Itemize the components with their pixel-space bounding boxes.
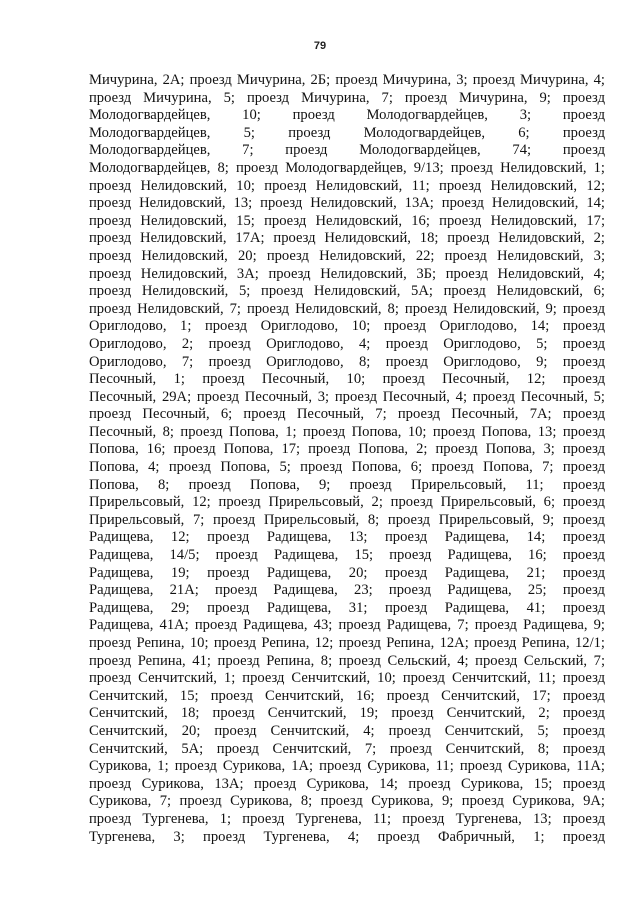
text-line: Тургенева, 3; проезд Тургенева, 4; проезд Фабричный, 1; проезд	[89, 828, 605, 845]
text-line: проезд Нелидовский, 15; проезд Нелидовский, 16; проезд Нелидовский, 17;	[89, 212, 605, 229]
text-line: проезд Тургенева, 1; проезд Тургенева, 11; проезд Тургенева, 13; проезд	[89, 810, 605, 827]
text-line: Сурикова, 7; проезд Сурикова, 8; проезд Сурикова, 9; проезд Сурикова, 9А;	[89, 793, 605, 810]
text-line: Мичурина, 2А; проезд Мичурина, 2Б; проезд Мичурина, 3; проезд Мичурина, 4;	[89, 72, 605, 88]
text-line: Радищева, 12; проезд Радищева, 13; проезд Радищева, 14; проезд	[89, 529, 605, 546]
text-line: проезд Нелидовский, 13; проезд Нелидовский, 13А; проезд Нелидовский, 14;	[89, 195, 605, 212]
text-line: Попова, 4; проезд Попова, 5; проезд Попова, 6; проезд Попова, 7; проезд	[89, 459, 605, 476]
text-line: Ориглодово, 7; проезд Ориглодово, 8; проезд Ориглодово, 9; проезд	[89, 353, 605, 370]
text-line: проезд Нелидовский, 17А; проезд Нелидовский, 18; проезд Нелидовский, 2;	[89, 230, 605, 247]
text-line: Радищева, 19; проезд Радищева, 20; проезд Радищева, 21; проезд	[89, 564, 605, 581]
text-line: проезд Нелидовский, 10; проезд Нелидовский, 11; проезд Нелидовский, 12;	[89, 177, 605, 194]
text-line: проезд Сурикова, 13А; проезд Сурикова, 14; проезд Сурикова, 15; проезд	[89, 775, 605, 792]
page-number: 79	[313, 40, 327, 52]
text-line: Сенчитский, 20; проезд Сенчитский, 4; проезд Сенчитский, 5; проезд	[89, 722, 605, 739]
text-line: проезд Сенчитский, 1; проезд Сенчитский, 10; проезд Сенчитский, 11; проезд	[89, 670, 605, 687]
text-line: Сурикова, 1; проезд Сурикова, 1А; проезд Сурикова, 11; проезд Сурикова, 11А;	[89, 758, 605, 775]
text-line: Радищева, 21А; проезд Радищева, 23; проезд Радищева, 25; проезд	[89, 582, 605, 599]
text-line: Песочный, 29А; проезд Песочный, 3; проезд Песочный, 4; проезд Песочный, 5;	[89, 388, 605, 405]
text-line: проезд Нелидовский, 7; проезд Нелидовский, 8; проезд Нелидовский, 9; проезд	[89, 300, 605, 317]
text-line: Песочный, 1; проезд Песочный, 10; проезд Песочный, 12; проезд	[89, 371, 605, 388]
text-line: проезд Нелидовский, 3А; проезд Нелидовский, 3Б; проезд Нелидовский, 4;	[89, 265, 605, 282]
text-line: Молодогвардейцев, 7; проезд Молодогвардейцев, 74; проезд	[89, 142, 605, 159]
text-line: Прирельсовый, 12; проезд Прирельсовый, 2; проезд Прирельсовый, 6; проезд	[89, 494, 605, 511]
text-line: Ориглодово, 1; проезд Ориглодово, 10; проезд Ориглодово, 14; проезд	[89, 318, 605, 335]
text-line: проезд Песочный, 6; проезд Песочный, 7; проезд Песочный, 7А; проезд	[89, 406, 605, 423]
text-line: Сенчитский, 15; проезд Сенчитский, 16; проезд Сенчитский, 17; проезд	[89, 687, 605, 704]
text-line: Радищева, 41А; проезд Радищева, 43; проезд Радищева, 7; проезд Радищева, 9;	[89, 617, 605, 634]
text-line: проезд Мичурина, 5; проезд Мичурина, 7; проезд Мичурина, 9; проезд	[89, 89, 605, 106]
text-line: Молодогвардейцев, 8; проезд Молодогвардейцев, 9/13; проезд Нелидовский, 1;	[89, 159, 605, 176]
text-line: Радищева, 14/5; проезд Радищева, 15; проезд Радищева, 16; проезд	[89, 547, 605, 564]
text-line: Песочный, 8; проезд Попова, 1; проезд Попова, 10; проезд Попова, 13; проезд	[89, 423, 605, 440]
text-line: Молодогвардейцев, 5; проезд Молодогвардейцев, 6; проезд	[89, 124, 605, 141]
text-line: проезд Репина, 41; проезд Репина, 8; проезд Сельский, 4; проезд Сельский, 7;	[89, 652, 605, 669]
text-line: проезд Репина, 10; проезд Репина, 12; проезд Репина, 12А; проезд Репина, 12/1;	[89, 635, 605, 651]
text-line: Сенчитский, 18; проезд Сенчитский, 19; проезд Сенчитский, 2; проезд	[89, 705, 605, 722]
text-line: проезд Нелидовский, 5; проезд Нелидовский, 5А; проезд Нелидовский, 6;	[89, 283, 605, 300]
text-line: Радищева, 29; проезд Радищева, 31; проезд Радищева, 41; проезд	[89, 599, 605, 616]
text-line: Попова, 8; проезд Попова, 9; проезд Прирельсовый, 11; проезд	[89, 476, 605, 493]
text-line: Молодогвардейцев, 10; проезд Молодогвардейцев, 3; проезд	[89, 107, 605, 124]
address-list-text	[89, 72, 605, 846]
text-line: Ориглодово, 2; проезд Ориглодово, 4; проезд Ориглодово, 5; проезд	[89, 335, 605, 352]
text-line: Прирельсовый, 7; проезд Прирельсовый, 8; проезд Прирельсовый, 9; проезд	[89, 511, 605, 528]
text-line: Сенчитский, 5А; проезд Сенчитский, 7; проезд Сенчитский, 8; проезд	[89, 740, 605, 757]
text-line: проезд Нелидовский, 20; проезд Нелидовский, 22; проезд Нелидовский, 3;	[89, 247, 605, 264]
text-line: Попова, 16; проезд Попова, 17; проезд Попова, 2; проезд Попова, 3; проезд	[89, 441, 605, 458]
